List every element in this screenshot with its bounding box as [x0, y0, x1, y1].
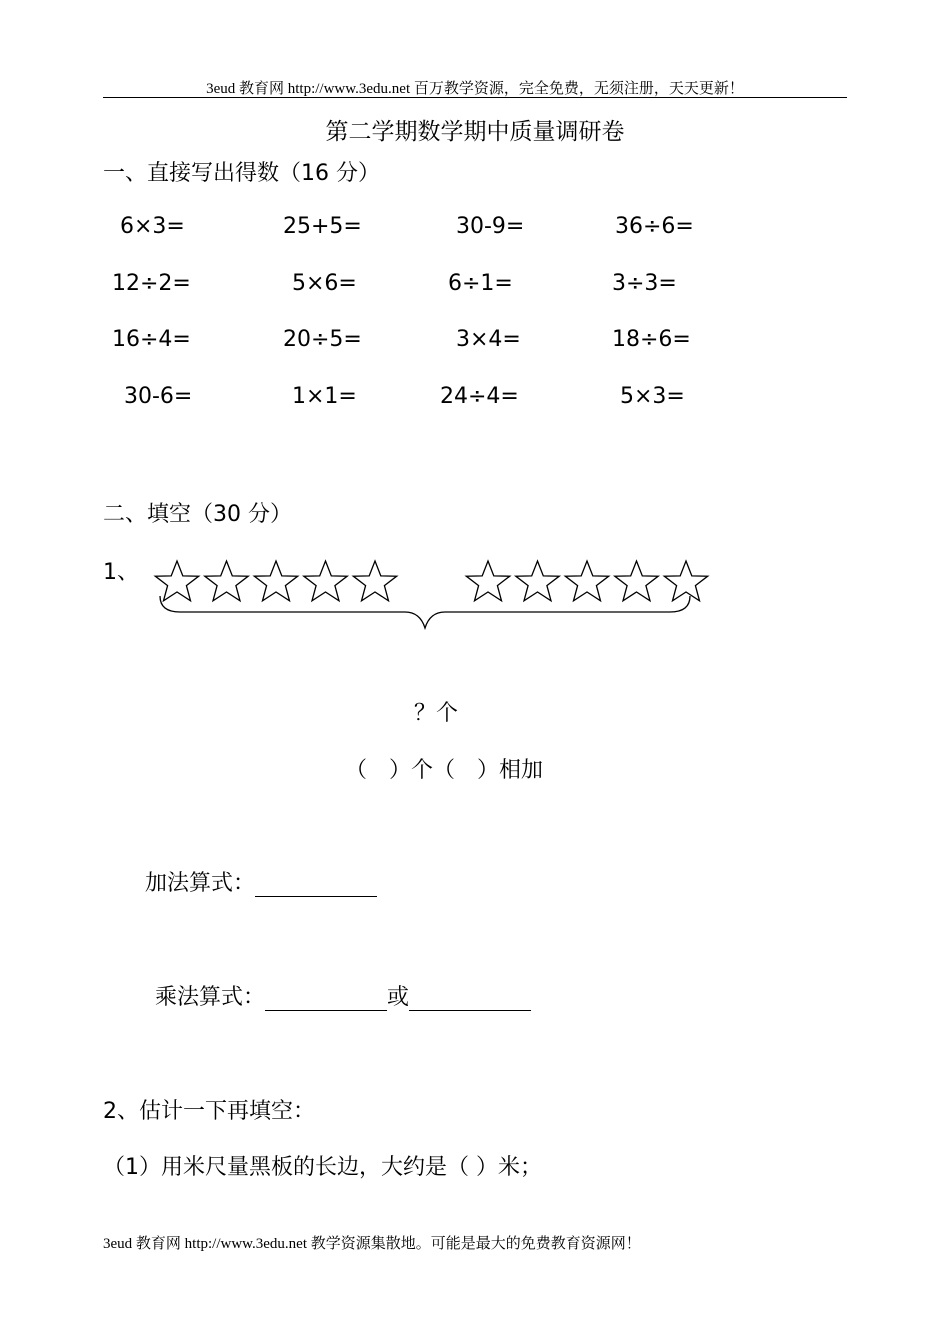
star-icon	[205, 561, 248, 601]
star-icon	[615, 561, 658, 601]
problem: 30-9=	[456, 214, 525, 239]
section1-heading: 一、直接写出得数（16 分）	[103, 161, 380, 186]
problem: 18÷6=	[612, 327, 691, 352]
problem: 6÷1=	[448, 271, 513, 296]
problem: 3÷3=	[612, 271, 677, 296]
star-icon	[466, 561, 509, 601]
problem: 5×6=	[292, 271, 357, 296]
question1-number: 1、	[103, 560, 139, 585]
star-icon	[516, 561, 559, 601]
star-icon	[254, 561, 297, 601]
problem: 3×4=	[456, 327, 521, 352]
problem: 12÷2=	[112, 271, 191, 296]
multiplication-label: 乘法算式：	[155, 985, 266, 1010]
star-icon	[565, 561, 608, 601]
problem: 1×1=	[292, 384, 357, 409]
page-title: 第二学期数学期中质量调研卷	[325, 119, 625, 145]
star-icon	[353, 561, 396, 601]
page-header: 3eud 教育网 http://www.3edu.net 百万教学资源，完全免费，无须注册，天天更新！	[206, 81, 744, 97]
page-footer: 3eud 教育网 http://www.3edu.net 教学资源集散地。可能是最大的免费教育资源网！	[103, 1236, 641, 1252]
problem: 25+5=	[283, 214, 362, 239]
problem: 24÷4=	[440, 384, 519, 409]
multiplication-blank-2[interactable]	[409, 984, 531, 1011]
multiplication-line	[155, 980, 531, 1011]
problem: 20÷5=	[283, 327, 362, 352]
problem: 16÷4=	[112, 327, 191, 352]
total-label: ？个	[414, 701, 459, 726]
star-icon	[304, 561, 347, 601]
problem: 30-6=	[124, 384, 193, 409]
combine-text: （ ）个（ ）相加	[345, 758, 544, 783]
or-text: 或	[387, 985, 410, 1010]
addition-label: 加法算式：	[145, 871, 256, 896]
problem: 6×3=	[120, 214, 185, 239]
question2-item1: （1）用米尺量黑板的长边，大约是（ ）米；	[103, 1155, 542, 1180]
star-icon	[664, 561, 707, 601]
question2-heading: 2、估计一下再填空：	[103, 1099, 315, 1124]
addition-blank[interactable]	[255, 870, 377, 897]
addition-line	[145, 866, 377, 897]
problem: 5×3=	[620, 384, 685, 409]
star-icon	[155, 561, 198, 601]
problem: 36÷6=	[615, 214, 694, 239]
section2-heading: 二、填空（30 分）	[103, 502, 292, 527]
multiplication-blank-1[interactable]	[265, 984, 387, 1011]
